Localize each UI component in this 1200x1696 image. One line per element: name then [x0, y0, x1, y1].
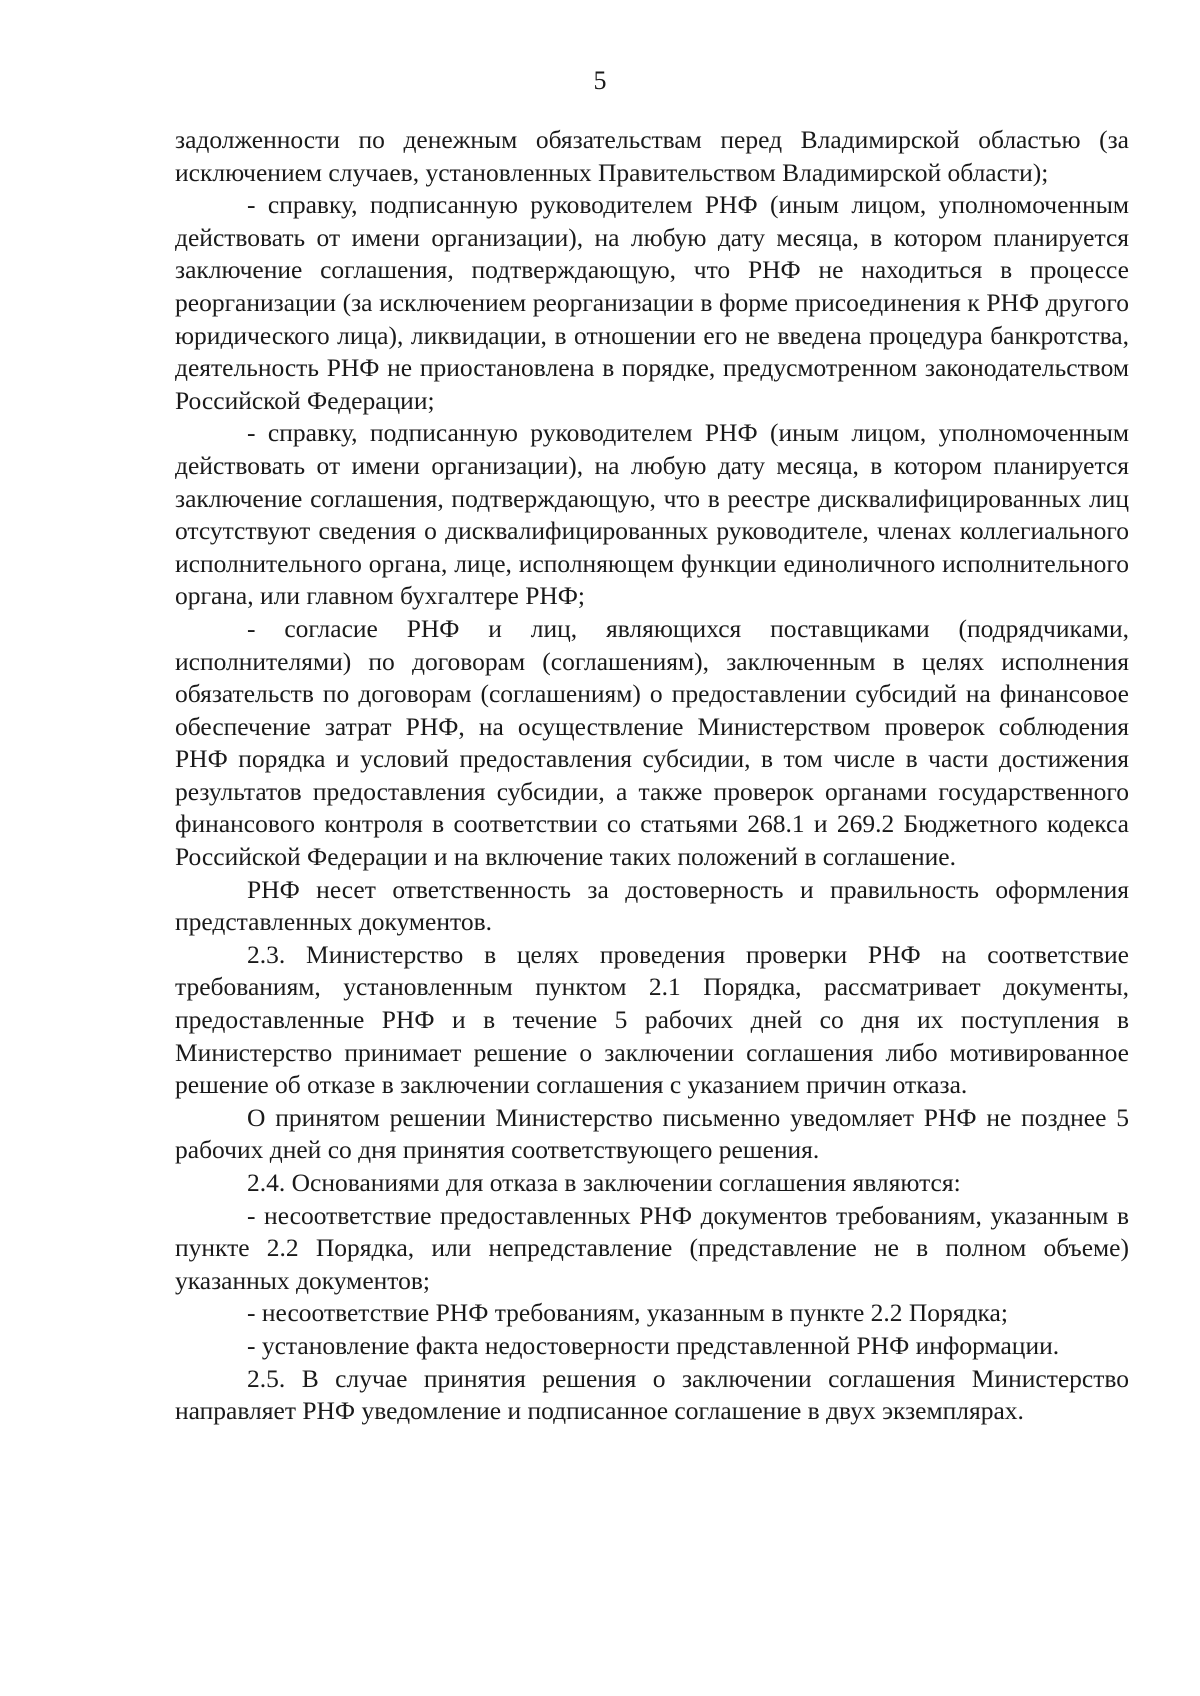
paragraph-refusal-reason-documents: - несоответствие предоставленных РНФ документов требованиям, указанным в пункте 2.2 Порядка, или непредставление (представление не в полном объеме) указанных документов; — [175, 1200, 1129, 1295]
paragraph-reorganization-certificate: - справку, подписанную руководителем РНФ (иным лицом, уполномоченным действовать от имени организации), на любую дату месяца, в котором планируется заключение соглашения, подтверждающую, что РНФ не находиться в процессе реорганизации (за исключением реорганизации в форме присоединения к РНФ другого юридического лица), ликвидации, в отношении его не введена процедура банкротства, деятельность РНФ не приостановлена в порядке, предусмотренном законодательством Российской Федерации; — [175, 190, 1129, 415]
paragraph-refusal-reason-false-info: - установление факта недостоверности представленной РНФ информации. — [247, 1330, 1060, 1360]
page-number: 5 — [593, 66, 607, 95]
paragraph-decision-notice: О принятом решении Министерство письменно уведомляет РНФ не позднее 5 рабочих дней со дня принятия соответствующего решения. — [175, 1102, 1129, 1165]
document-body — [175, 124, 1129, 1428]
paragraph-disqualified-persons-certificate: - справку, подписанную руководителем РНФ (иным лицом, уполномоченным действовать от имени организации), на любую дату месяца, в котором планируется заключение соглашения, подтверждающую, что в реестре дисквалифицированных лиц отсутствуют сведения о дисквалифицированных руководителе, членах коллегиального исполнительного органа, лице, исполняющем функции единоличного исполнительного органа, или главном бухгалтере РНФ; — [175, 418, 1129, 611]
paragraph-section-2-4: 2.4. Основаниями для отказа в заключении соглашения являются: — [247, 1168, 961, 1197]
paragraph-responsibility: РНФ несет ответственность за достоверность и правильность оформления представленных документов. — [175, 874, 1129, 937]
paragraph-inspection-consent: - согласие РНФ и лиц, являющихся поставщиками (подрядчиками, исполнителями) по договорам (соглашениям), заключенным в целях исполнения обязательств по договорам (соглашениям) о предоставлении субсидий на финансовое обеспечение затрат РНФ, на осуществление Министерством проверок соблюдения РНФ порядка и условий предоставления субсидии, в том числе в части достижения результатов предоставления субсидии, а также проверок органами государственного финансового контроля в соответствии со статьями 268.1 и 269.2 Бюджетного кодекса Российской Федерации и на включение таких положений в соглашение. — [175, 613, 1129, 872]
paragraph-refusal-reason-requirements: - несоответствие РНФ требованиям, указанным в пункте 2.2 Порядка; — [247, 1298, 1008, 1328]
paragraph-section-2-3: 2.3. Министерство в целях проведения проверки РНФ на соответствие требованиям, установленным пунктом 2.1 Порядка, рассматривает документы, предоставленные РНФ и в течение 5 рабочих дней со дня их поступления в Министерство принимает решение о заключении соглашения либо мотивированное решение об отказе в заключении соглашения с указанием причин отказа. — [175, 939, 1129, 1100]
paragraph-section-2-5: 2.5. В случае принятия решения о заключении соглашения Министерство направляет РНФ уведомление и подписанное соглашение в двух экземплярах. — [175, 1363, 1129, 1426]
paragraph-debt-continuation: задолженности по денежным обязательствам перед Владимирской областью (за исключением случаев, установленных Правительством Владимирской области); — [175, 125, 1129, 187]
